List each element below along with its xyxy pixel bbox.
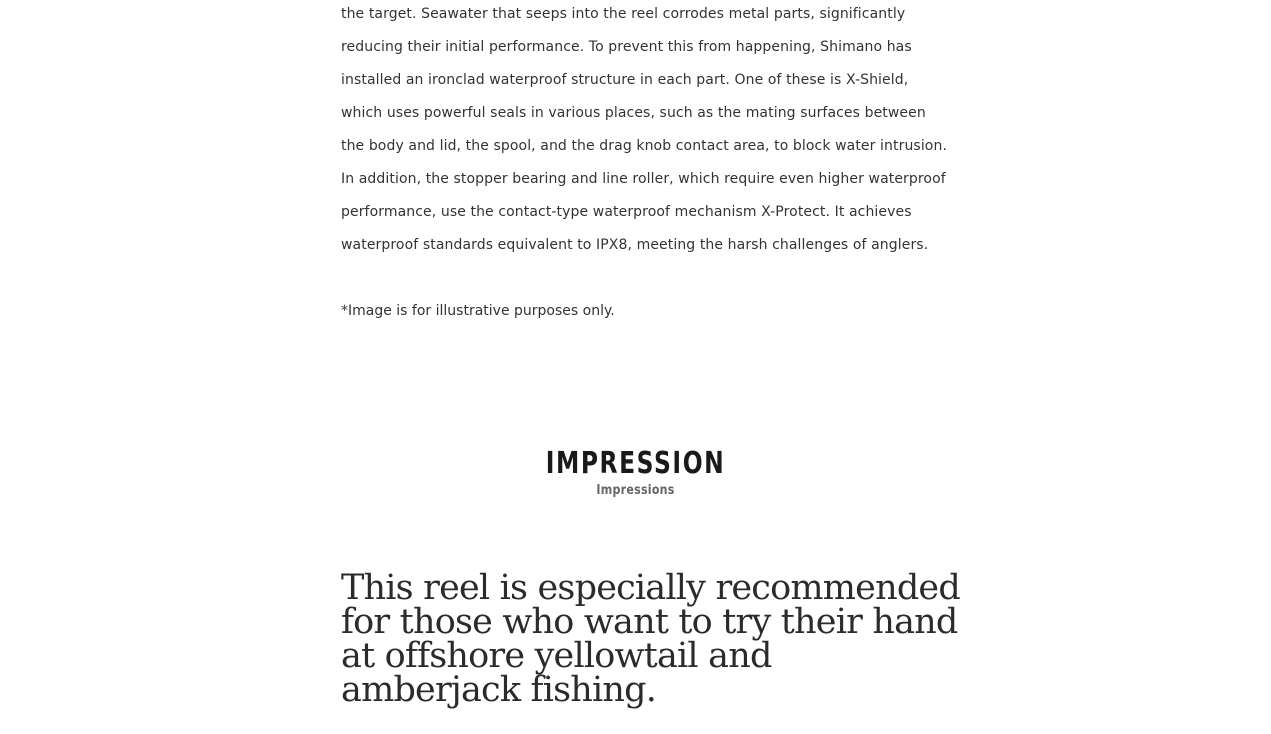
section-title: IMPRESSION — [545, 446, 726, 481]
impression-lead-text: This reel is especially recommended for those who want to try their hand at offshore yellowtail and amberjack fishing. — [341, 568, 960, 710]
article-content — [341, 0, 953, 264]
image-disclaimer: *Image is for illustrative purposes only. — [341, 303, 615, 319]
section-subtitle: Impressions — [596, 483, 675, 498]
impression-section-header — [0, 444, 1271, 501]
waterproof-paragraph: the target. Seawater that seeps into the reel corrodes metal parts, significantly reducing their initial performance. To prevent this from happening, Shimano has installed an ironclad waterproof structure in each part. One of these is X-Shield, which uses powerful seals in various places, such as the mating surfaces between the body and lid, the spool, and the drag knob contact area, to block water intrusion. In addition, the stopper bearing and line roller, which require even higher waterproof performance, use the contact-type waterproof mechanism X-Protect. It achieves waterproof standards equivalent to IPX8, meeting the harsh challenges of anglers. — [341, 6, 947, 253]
